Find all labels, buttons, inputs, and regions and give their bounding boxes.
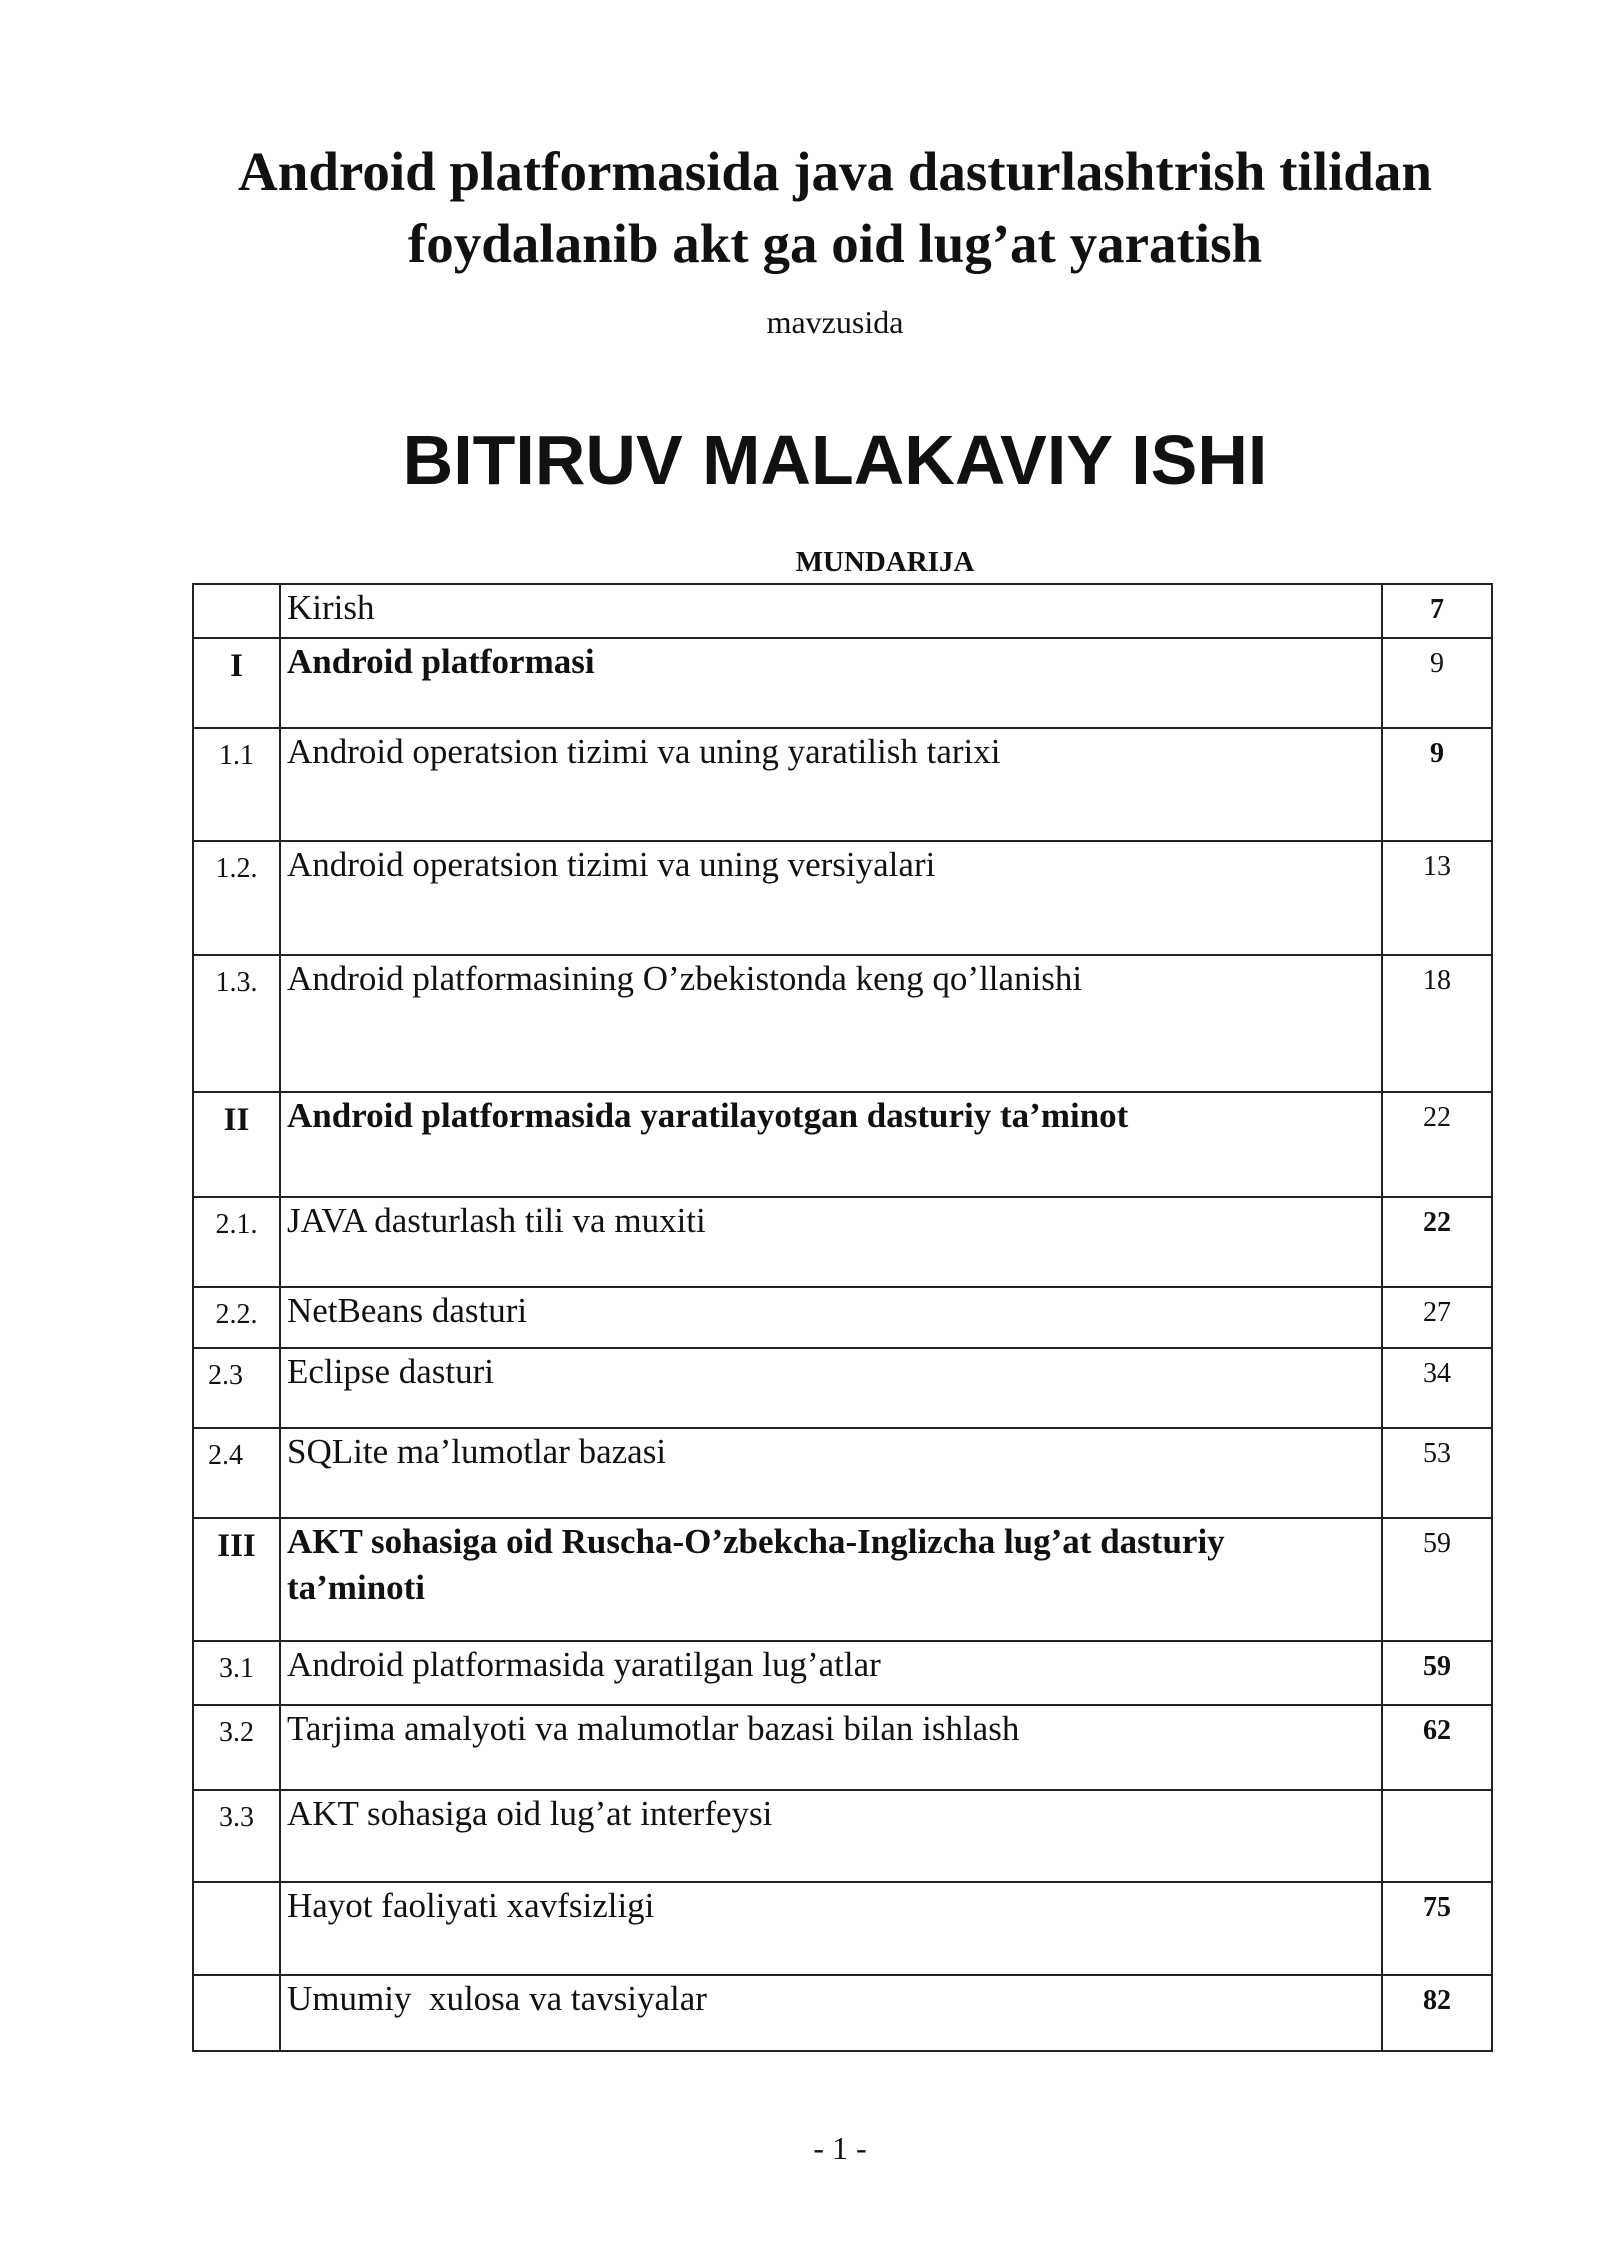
toc-row-title: Umumiy xulosa va tavsiyalar [280, 1975, 1382, 2051]
toc-row-section-2-1 [193, 1197, 1492, 1287]
toc-row-number: I [193, 638, 280, 728]
toc-row-page: 22 [1382, 1197, 1492, 1287]
toc-row-number [193, 584, 280, 638]
toc-row-page: 27 [1382, 1287, 1492, 1348]
document-heading: BITIRUV MALAKAVIY ISHI [402, 421, 1268, 499]
toc-row-page: 9 [1382, 638, 1492, 728]
toc-row-page: 18 [1382, 955, 1492, 1092]
toc-row-section-2-3 [193, 1348, 1492, 1428]
toc-row-number: 3.1 [193, 1641, 280, 1705]
toc-row-number: II [193, 1092, 280, 1197]
toc-row-title: Android platformasi [280, 638, 1382, 728]
toc-row-title: Android platformasida yaratilgan lug’atlar [280, 1641, 1382, 1705]
toc-row-title: Kirish [280, 584, 1382, 638]
toc-row-title: Eclipse dasturi [280, 1348, 1382, 1428]
toc-row-number: 1.2. [193, 841, 280, 955]
toc-row-page: 22 [1382, 1092, 1492, 1197]
toc-row-title: JAVA dasturlash tili va muxiti [280, 1197, 1382, 1287]
toc-row-number: 3.2 [193, 1705, 280, 1790]
toc-row-intro [193, 584, 1492, 638]
toc-row-page: 75 [1382, 1882, 1492, 1975]
document-subtitle: mavzusida [766, 304, 904, 340]
toc-row-page: 9 [1382, 728, 1492, 841]
toc-row-number: 1.3. [193, 955, 280, 1092]
toc-row-section-1-3 [193, 955, 1492, 1092]
toc-row-number: 2.1. [193, 1197, 280, 1287]
toc-title: MUNDARIJA [795, 546, 975, 578]
toc-row-page: 7 [1382, 584, 1492, 638]
document-title: Android platformasida java dasturlashtrish tilidan foydalanib akt ga oid lug’at yaratish [238, 141, 1432, 274]
toc-row-section-3-2 [193, 1705, 1492, 1790]
toc-row-page: 82 [1382, 1975, 1492, 2051]
toc-row-title: SQLite ma’lumotlar bazasi [280, 1428, 1382, 1518]
toc-row-chapter-3 [193, 1518, 1492, 1641]
toc-row-number: 2.4 [193, 1428, 280, 1518]
toc-row-section-1-1 [193, 728, 1492, 841]
toc-row-page: 62 [1382, 1705, 1492, 1790]
toc-row-page [1382, 1790, 1492, 1882]
toc-row-number [193, 1882, 280, 1975]
toc-row-number: 3.3 [193, 1790, 280, 1882]
toc-row-number: 2.2. [193, 1287, 280, 1348]
toc-row-title: Android platformasida yaratilayotgan dasturiy ta’minot [280, 1092, 1382, 1197]
toc-row-section-1-2 [193, 841, 1492, 955]
toc-row-number [193, 1975, 280, 2051]
toc-row-page: 53 [1382, 1428, 1492, 1518]
page-number: - 1 - [813, 2130, 867, 2166]
toc-row-title: Android operatsion tizimi va uning versiyalari [280, 841, 1382, 955]
toc-row-title: Tarjima amalyoti va malumotlar bazasi bilan ishlash [280, 1705, 1382, 1790]
toc-row-safety [193, 1882, 1492, 1975]
toc-row-page: 13 [1382, 841, 1492, 955]
toc-row-conclusion [193, 1975, 1492, 2051]
table-of-contents [192, 583, 1493, 2052]
toc-row-number: 1.1 [193, 728, 280, 841]
toc-row-title: AKT sohasiga oid Ruscha-O’zbekcha-Inglizcha lug’at dasturiy ta’minoti [280, 1518, 1382, 1641]
toc-row-page: 59 [1382, 1641, 1492, 1705]
toc-row-number: III [193, 1518, 280, 1641]
toc-row-page: 34 [1382, 1348, 1492, 1428]
toc-row-section-2-2 [193, 1287, 1492, 1348]
toc-row-number: 2.3 [193, 1348, 280, 1428]
toc-row-section-3-1 [193, 1641, 1492, 1705]
toc-row-title: Android platformasining O’zbekistonda keng qo’llanishi [280, 955, 1382, 1092]
toc-row-chapter-2 [193, 1092, 1492, 1197]
toc-row-chapter-1 [193, 638, 1492, 728]
toc-row-section-2-4 [193, 1428, 1492, 1518]
toc-row-title: NetBeans dasturi [280, 1287, 1382, 1348]
toc-row-section-3-3 [193, 1790, 1492, 1882]
toc-row-title: Android operatsion tizimi va uning yaratilish tarixi [280, 728, 1382, 841]
toc-row-title: AKT sohasiga oid lug’at interfeysi [280, 1790, 1382, 1882]
toc-row-title: Hayot faoliyati xavfsizligi [280, 1882, 1382, 1975]
toc-row-page: 59 [1382, 1518, 1492, 1641]
